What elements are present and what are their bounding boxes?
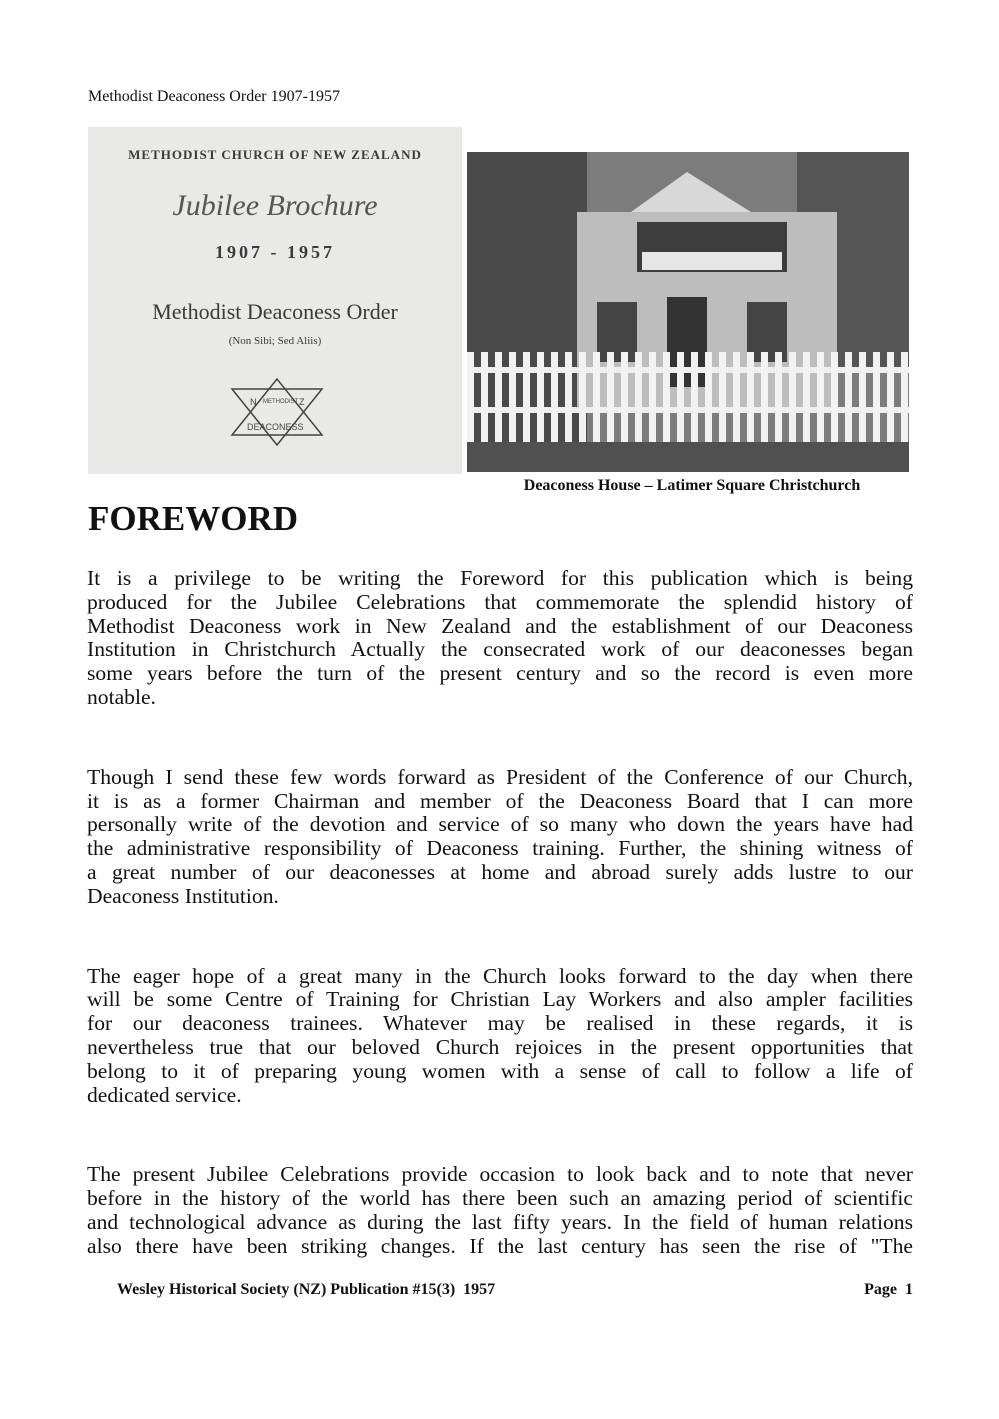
fence-picket [747, 352, 754, 447]
fence-picket [831, 352, 838, 447]
fence-picket [691, 352, 698, 447]
paragraph-line: It is a privilege to be writing the Foreword for this publication which is being [87, 566, 913, 590]
fence-picket [467, 352, 474, 447]
foreword-body [87, 567, 913, 1315]
paragraph-line: a great number of our deaconesses at home and abroad surely adds lustre to our [87, 859, 913, 884]
fence-picket [649, 352, 656, 447]
svg-text:N: N [250, 397, 257, 407]
deaconess-star-emblem-icon [230, 377, 324, 449]
brochure-org: METHODIST CHURCH OF NEW ZEALAND [128, 147, 422, 162]
fence-picket [593, 352, 600, 447]
fence-picket [859, 352, 866, 447]
fence-picket [523, 352, 530, 447]
paragraph-line: nevertheless true that our beloved Church rejoices in the present opportunities that [87, 1034, 913, 1059]
fence-picket [705, 352, 712, 447]
page-footer [117, 1281, 913, 1299]
fence-picket [663, 352, 670, 447]
deaconess-house-photo [467, 152, 909, 472]
paragraph-line: Deaconess Institution. [87, 883, 279, 908]
paragraph [87, 766, 913, 909]
paragraph-line: the administrative responsibility of Deaconess training. Further, the shining witness of [87, 836, 913, 861]
paragraph [87, 1163, 913, 1258]
fence-picket [677, 352, 684, 447]
fence-picket [537, 352, 544, 447]
fence-picket [873, 352, 880, 447]
paragraph-line: some years before the turn of the present century and so the record is even more [87, 661, 913, 686]
paragraph-line: also there have been striking changes. If the last century has seen the rise of "The [87, 1233, 913, 1258]
fence-picket [579, 352, 586, 447]
brochure-motto: (Non Sibi; Sed Aliis) [228, 335, 322, 347]
paragraph-line: Institution in Christchurch Actually the consecrated work of our deaconesses began [87, 637, 913, 662]
fence-picket [817, 352, 824, 447]
fence-picket [607, 352, 614, 447]
paragraph-line: it is as a former Chairman and member of the Deaconess Board that I can more [87, 788, 913, 813]
fence-picket [845, 352, 852, 447]
svg-text:DEACONESS: DEACONESS [247, 422, 304, 432]
fence-picket [733, 352, 740, 447]
svg-text:Z: Z [299, 397, 305, 407]
paragraph-line: produced for the Jubilee Celebrations that commemorate the splendid history of [87, 589, 913, 614]
fence-picket [635, 352, 642, 447]
svg-text:METHODIST: METHODIST [263, 399, 299, 405]
fence-picket [509, 352, 516, 447]
photo-caption: Deaconess House – Latimer Square Christchurch [523, 477, 861, 494]
fence-picket [495, 352, 502, 447]
fence-picket [803, 352, 810, 447]
running-header: Methodist Deaconess Order 1907-1957 [88, 88, 340, 105]
paragraph-line: The present Jubilee Celebrations provide occasion to look back and to note that never [87, 1162, 913, 1187]
footer-publication: Wesley Historical Society (NZ) Publication #15(3) 1957 [117, 1281, 496, 1298]
fence-picket [761, 352, 768, 447]
paragraph-line: Though I send these few words forward as President of the Conference of our Church, [87, 764, 913, 789]
fence-picket [887, 352, 894, 447]
paragraph-line: will be some Centre of Training for Christian Lay Workers and also ampler facilities [87, 987, 913, 1012]
paragraph-line: notable. [87, 684, 156, 709]
page-heading: FOREWORD [88, 499, 298, 538]
paragraph-line: for our deaconess trainees. Whatever may be realised in these regards, it is [87, 1011, 913, 1036]
paragraph-line: dedicated service. [87, 1082, 242, 1107]
fence-picket [901, 352, 908, 447]
fence-picket [789, 352, 796, 447]
fence-picket [565, 352, 572, 447]
paragraph-line: The eager hope of a great many in the Church looks forward to the day when there [87, 963, 913, 988]
paragraph-line: belong to it of preparing young women with a sense of call to follow a life of [87, 1058, 913, 1083]
paragraph-line: before in the history of the world has there been such an amazing period of scientific [87, 1186, 913, 1211]
brochure-title: Jubilee Brochure [172, 189, 378, 222]
brochure-years: 1907 - 1957 [215, 242, 335, 262]
fence-picket [621, 352, 628, 447]
footer-page-number: Page 1 [864, 1281, 913, 1298]
paragraph-line: Methodist Deaconess work in New Zealand and the establishment of our Deaconess [87, 613, 913, 638]
paragraph [87, 965, 913, 1108]
fence-picket [551, 352, 558, 447]
brochure-cover-image [88, 127, 462, 474]
paragraph-line: personally write of the devotion and service of so many who down the years have had [87, 812, 913, 837]
brochure-order: Methodist Deaconess Order [152, 299, 398, 324]
paragraph [87, 567, 913, 710]
fence-picket [481, 352, 488, 447]
fence-picket [775, 352, 782, 447]
fence-picket [719, 352, 726, 447]
paragraph-line: and technological advance as during the last fifty years. In the field of human relations [87, 1209, 913, 1234]
